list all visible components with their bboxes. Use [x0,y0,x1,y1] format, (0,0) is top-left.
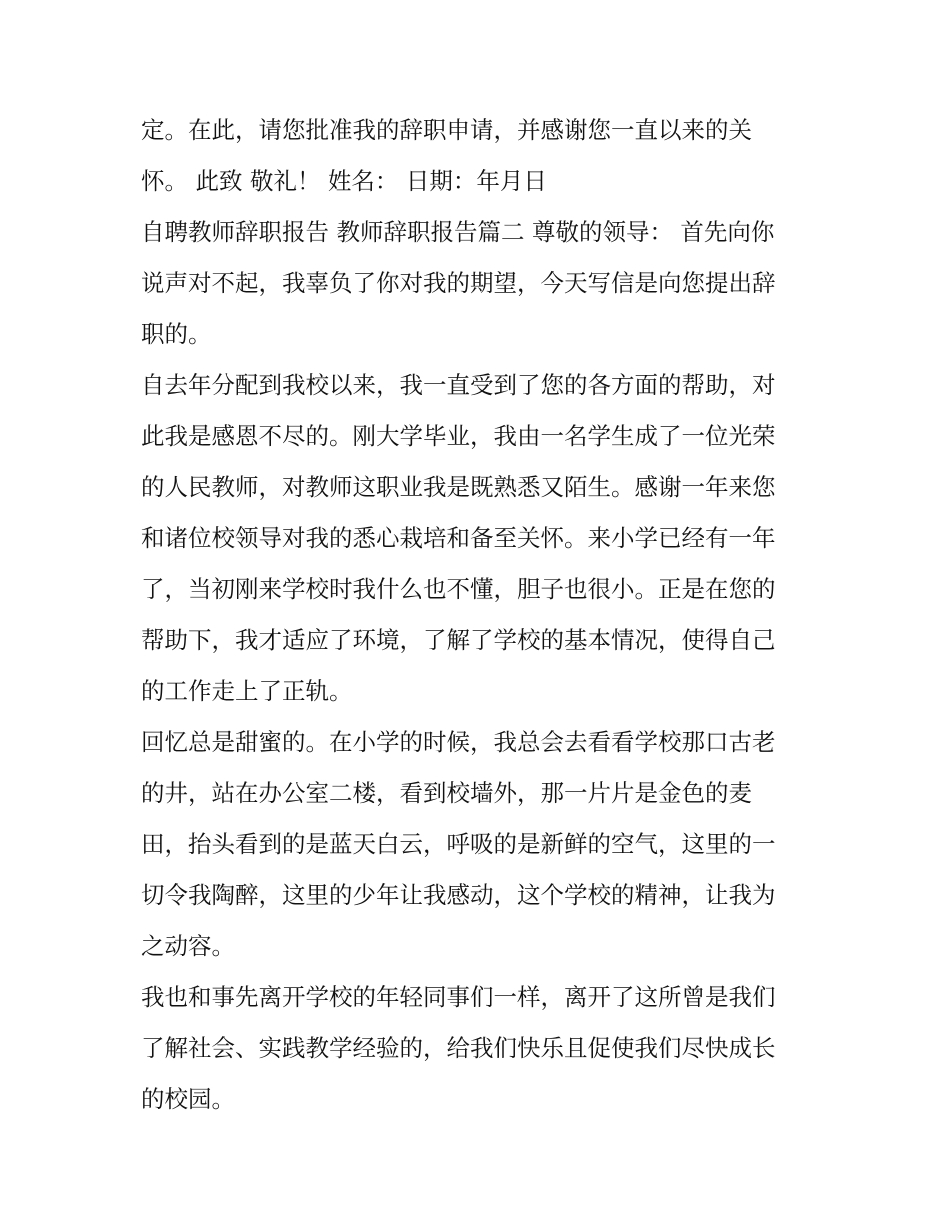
text-line: 帮助下，我才适应了环境，了解了学校的基本情况，使得自己 [141,626,776,654]
text-line: 的人民教师，对教师这职业我是既熟悉又陌生。感谢一年来您 [141,473,776,501]
text-line: 此我是感恩不尽的。刚大学毕业，我由一名学生成了一位光荣 [141,422,776,450]
text-line: 自去年分配到我校以来，我一直受到了您的各方面的帮助，对 [141,371,776,399]
text-line: 和诸位校领导对我的悉心栽培和备至关怀。来小学已经有一年 [141,524,776,552]
text-line: 了，当初刚来学校时我什么也不懂，胆子也很小。正是在您的 [141,575,776,603]
text-line: 定。在此，请您批准我的辞职申请，并感谢您一直以来的关 [141,116,752,144]
text-line: 自聘教师辞职报告 教师辞职报告篇二 尊敬的领导： 首先向你 [141,218,775,246]
text-line: 之动容。 [141,932,235,960]
text-line: 我也和事先离开学校的年轻同事们一样，离开了这所曾是我们 [141,983,776,1011]
text-line: 说声对不起，我辜负了你对我的期望，今天写信是向您提出辞 [141,269,776,297]
text-line: 了解社会、实践教学经验的，给我们快乐且促使我们尽快成长 [141,1034,776,1062]
text-line: 田，抬头看到的是蓝天白云，呼吸的是新鲜的空气，这里的一 [141,830,776,858]
text-line: 职的。 [141,320,212,348]
text-line: 切令我陶醉，这里的少年让我感动，这个学校的精神，让我为 [141,881,776,909]
document-body [141,110,816,1130]
text-line: 的工作走上了正轨。 [141,677,353,705]
text-line: 回忆总是甜蜜的。在小学的时候，我总会去看看学校那口古老 [141,728,776,756]
text-line: 的校园。 [141,1085,235,1113]
text-line: 怀。 此致 敬礼！ 姓名： 日期：年月日 [141,167,547,195]
text-line: 的井，站在办公室二楼，看到校墙外，那一片片是金色的麦 [141,779,752,807]
